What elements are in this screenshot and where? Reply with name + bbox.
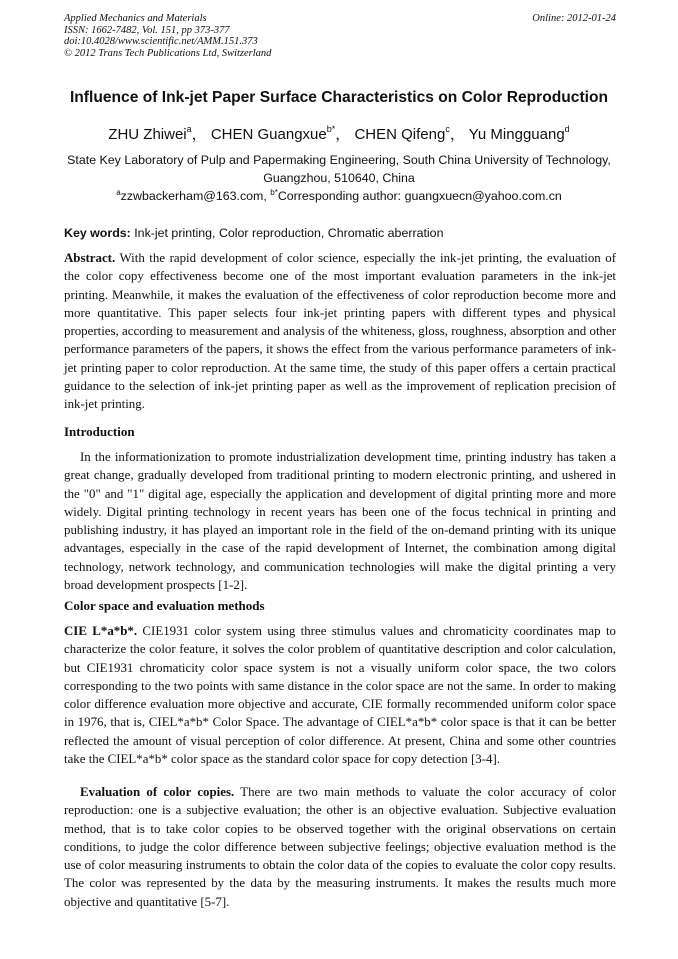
author-separator: ， [191,126,207,143]
evaluation-paragraph [64,783,616,911]
cie-lab-paragraph [64,622,616,768]
author-name: Yu Mingguang [468,126,565,143]
email-line [20,187,658,205]
introduction-paragraph: In the informationization to promote industrialization development time, printing industry has taken a great change, gradually developed from traditional printing to modern electronic printing, and ushered in the "0" and "1" digital age, especially the application and development of digital printing more and more widely. Digital printing technology in recent years has been one of the focus technical in printing and publishing industry, it has played an important role in the field of the on-demand printing with its unique advantages, especially in the case of the rapid development of Internet, the combination among digital technology, network technology, and communication technologies will make the digital printing a very broad development prospects [1-2]. [64,450,616,593]
keywords [64,226,616,240]
email-marker: b* [270,188,278,197]
affiliation-line: State Key Laboratory of Pulp and Papermaking Engineering, South China University of Technology, [67,153,611,167]
author-affil-marker: c [445,124,450,134]
section-heading-color-space: Color space and evaluation methods [64,598,265,613]
doi-link[interactable]: doi:10.4028/www.scientific.net/AMM.151.373 [64,36,258,48]
keywords-text: Ink-jet printing, Color reproduction, Chromatic aberration [130,226,444,240]
email-marker: a [116,188,121,197]
journal-header [64,13,616,59]
online-date: Online: 2012-01-24 [532,13,616,24]
keywords-label: Key words: [64,226,131,240]
author-separator: ， [335,126,351,143]
cie-lab-label: CIE L*a*b*. [64,624,138,638]
section-heading-introduction: Introduction [64,424,135,439]
abstract-paragraph [64,249,616,414]
author-name: CHEN Guangxue [210,126,327,143]
author-affil-marker: d [564,124,570,134]
author-list [20,123,658,144]
abstract-label: Abstract. [64,251,116,265]
author-name: ZHU Zhiwei [108,126,187,143]
author-separator: ， [449,126,465,143]
evaluation-text: There are two main methods to valuate the color accuracy of color reproduction: one is a subjective evaluation; the other is an objective evaluation. Subjective evaluation method, that is to take color copies to be observed together with the original observations on certain conditions, to judge the color difference between subjective feelings; objective evaluation method is the use of color measuring instruments to obtain the color data of the copies to evaluate the color copy results. The color was represented by the data by the measuring instruments. It makes the results much more objective and quantitative [5-7]. [64,785,616,909]
journal-name: Applied Mechanics and Materials [64,13,207,24]
affiliation-city: Guangzhou, 510640, China [263,171,415,185]
author-affil-marker: a [186,124,192,134]
corresponding-email[interactable]: Corresponding author: guangxuecn@yahoo.com.cn [277,189,562,203]
evaluation-label: Evaluation of color copies. [80,785,235,799]
paper-title: Influence of Ink-jet Paper Surface Characteristics on Color Reproduction [69,89,609,106]
author-affil-marker: b* [326,124,336,134]
cie-lab-text: CIE1931 color system using three stimulus values and chromaticity coordinates map to characterize the color feature, it solves the color problem of quantitative description and color calculation, but CIE1931 chromaticity color space system is not a visually uniform color space, the two colors corresponding to the two points with same distance in the color space are not the same. In order to making color difference evaluation more objective and accurate, CIE formally recommended uniform color space in 1976, that is, CIEL*a*b* Color Space. The advantage of CIEL*a*b* color space is that it can be better reflected the amount of visual perception of color difference. At present, China and some other countries take the CIEL*a*b* color space as the standard color space for copy detection [3-4]. [64,624,616,767]
copyright-line: © 2012 Trans Tech Publications Ltd, Switzerland [64,47,272,59]
affiliation-block [20,151,658,205]
issn-line: ISSN: 1662-7482, Vol. 151, pp 373-377 [64,24,230,36]
author-name: CHEN Qifeng [354,126,446,143]
abstract-text: With the rapid development of color science, especially the ink-jet printing, the evaluation of the color copy effectiveness become one of the most important evaluation parameters in the ink-jet printing. Meanwhile, it makes the evaluation of the effectiveness of color reproduction become more and more quantitative. This paper selects four ink-jet printing papers with different types and physical properties, according to measurement and analysis of the whiteness, gloss, roughness, absorption and other performance parameters of the papers, it shows the effect from the various performance parameters of ink-jet printing paper to color reproduction. At the same time, the study of this paper offers a certain practical guidance to the selection of ink-jet printing paper as well as the improvement of replication precision of ink-jet printing. [64,251,616,412]
email-a[interactable]: zzwbackerham@163.com, [120,189,271,203]
